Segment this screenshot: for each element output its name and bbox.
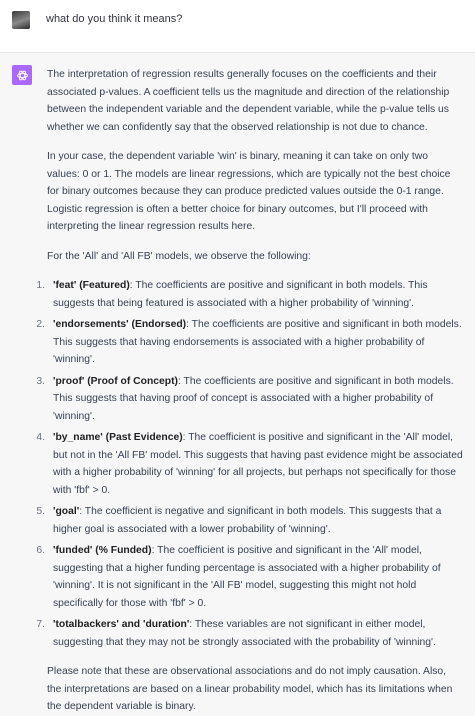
list-item	[36, 316, 463, 369]
list-text: : The coefficients are positive and significant in both models. This suggests that being featured is associated with a higher probability of 'winning'.	[53, 280, 428, 309]
list-text: : These variables are not significant in either model, suggesting that they may not be strongly associated with the probability of 'winning'.	[53, 619, 436, 648]
list-term: 'goal'	[53, 506, 80, 517]
list-number: 5.	[36, 506, 45, 517]
list-text: : The coefficients are positive and significant in both models. This suggests that having endorsements is associated with a higher probability of 'winning'.	[53, 319, 462, 365]
list-term: 'funded' (% Funded)	[53, 545, 152, 556]
user-message-row	[0, 0, 475, 53]
assistant-message	[36, 66, 463, 716]
paragraph: For the 'All' and 'All FB' models, we observe the following:	[47, 250, 311, 262]
list-number: 6.	[36, 545, 45, 556]
findings-list	[36, 277, 463, 651]
openai-logo-icon	[12, 65, 32, 85]
paragraph: In your case, the dependent variable 'win' is binary, meaning it can take on only two values: 0 or 1. The models are linear regressions, which are typically not the best choice for binary outcomes because they can produce predicted values outside the 0-1 range. Logistic regression is often a better choice for binary outcomes, but I'll proceed with interpreting the linear regression results here.	[47, 151, 451, 232]
list-text: : The coefficient is positive and significant in the 'All' model, suggesting that a higher funding percentage is associated with a higher probability of 'winning'. It is not significant in the 'All FB' model, suggesting this might not hold specifically for those with 'fbf' > 0.	[53, 545, 441, 609]
list-item	[36, 277, 463, 312]
list-text: : The coefficient is negative and significant in both models. This suggests that a higher goal is associated with a lower probability of 'winning'.	[53, 506, 442, 535]
list-item	[36, 542, 463, 612]
list-number: 1.	[36, 280, 45, 291]
closing-paragraph: Please note that these are observational associations and do not imply causation. Also, the interpretations are based on a linear probability model, which has its limitations when the dependent variable is binary.	[47, 666, 453, 712]
list-term: 'proof' (Proof of Concept)	[53, 375, 178, 387]
list-item	[36, 373, 463, 426]
list-number: 2.	[36, 319, 45, 330]
list-item	[36, 503, 463, 538]
list-item	[36, 616, 463, 651]
assistant-message-row	[0, 53, 475, 716]
list-term: 'by_name' (Past Evidence)	[53, 432, 183, 443]
user-avatar	[12, 11, 30, 29]
user-message-text: what do you think it means?	[46, 13, 183, 25]
list-text: : The coefficients are positive and significant in both models. This suggests that having proof of concept is associated with a higher probability of 'winning'.	[53, 375, 454, 422]
list-term: 'totalbackers' and 'duration'	[53, 619, 190, 630]
list-number: 7.	[36, 619, 45, 630]
list-item	[36, 429, 463, 499]
paragraph: The interpretation of regression results generally focuses on the coefficients and their associated p-values. A coefficient tells us the magnitude and direction of the relationship between the independent variable and the dependent variable, while the p-value tells us whether we can confidently say that the observed relationship is not due to chance.	[47, 69, 450, 133]
list-term: 'endorsements' (Endorsed)	[53, 319, 187, 330]
list-number: 4.	[36, 432, 45, 443]
list-text: : The coefficient is positive and significant in the 'All' model, but not in the 'All FB' model. This suggests that having past evidence might be associated with a higher probability of 'winning' for all projects, but perhaps not specifically for those with 'fbf' > 0.	[53, 432, 463, 496]
list-number: 3.	[36, 375, 45, 387]
list-term: 'feat' (Featured)	[53, 280, 130, 291]
